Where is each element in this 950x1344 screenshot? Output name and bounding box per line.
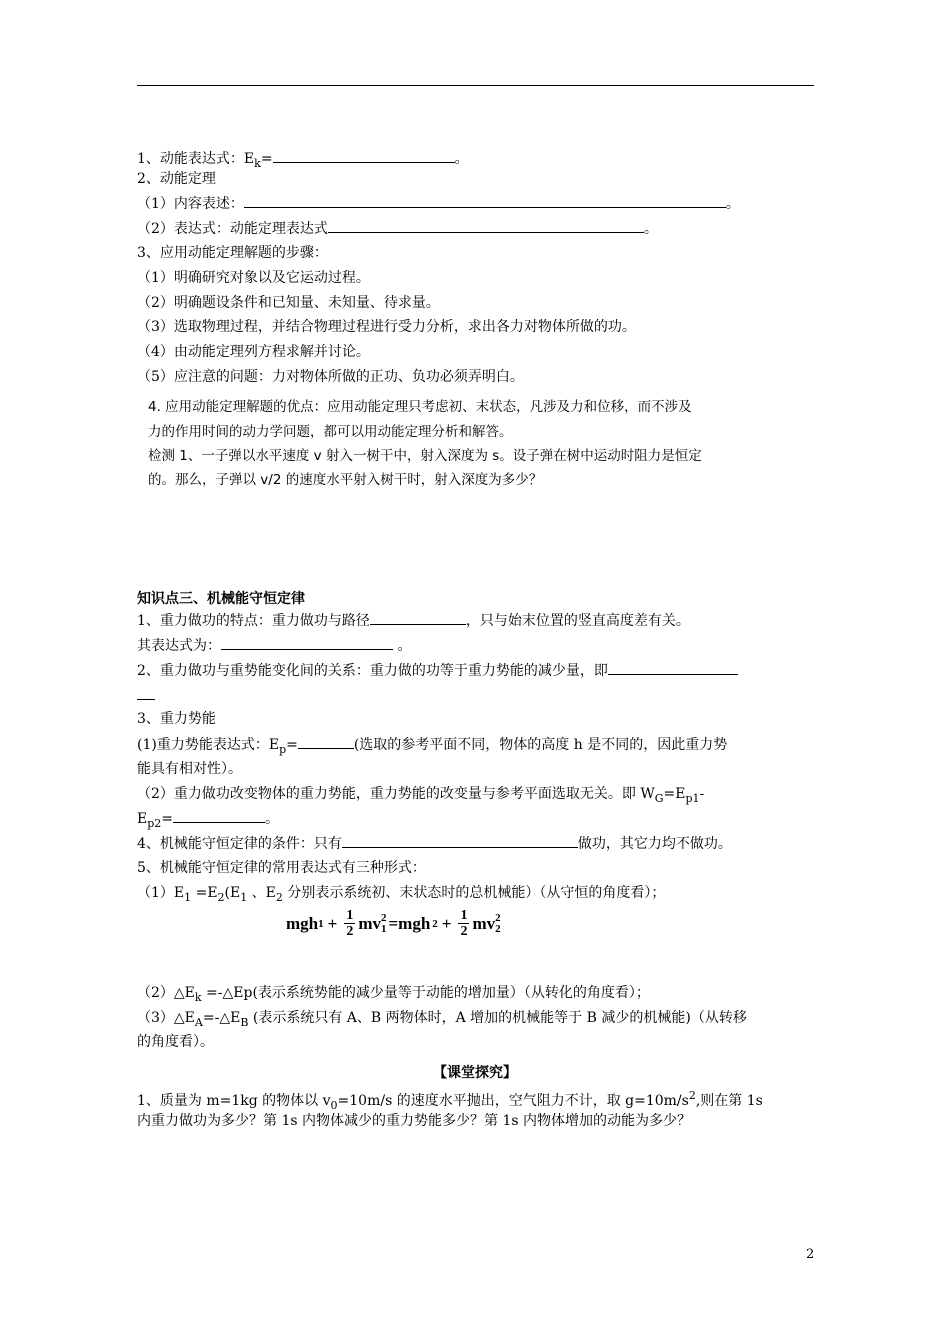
text-line: （5）应注意的问题：力对物体所做的正功、负功必须弄明白。 [137, 369, 524, 385]
text-line: 2、重力做功与重势能变化间的关系：重力做的功等于重力势能的减少量，即 [137, 660, 738, 681]
text-line: 1、质量为 m=1kg 的物体以 $v_0=10m/s$ 的速度水平抛出，空气阻力不计，取 $g=10m/s^2$,则在第 1s [137, 1089, 763, 1112]
fraction: $\frac{1}{2}$ [460, 908, 468, 939]
text-line: 的。那么，子弹以 v/2 的速度水平射入树干时，射入深度为多少？ [148, 472, 543, 488]
text-line: （1）内容表述： 。 [137, 193, 740, 214]
page-number: 2 [806, 1247, 815, 1262]
text-line: （3）选取物理过程，并结合物理过程进行受力分析，求出各力对物体所做的功。 [137, 319, 636, 335]
text-line: 力的作用时间的动力学问题，都可以用动能定理分析和解答。 [148, 424, 513, 440]
text-line: 5、机械能守恒定律的常用表达式有三种形式： [137, 860, 426, 876]
text-line: （2）表达式：动能定理表达式 。 [137, 218, 658, 239]
header-rule [137, 85, 814, 86]
section-title: 【课堂探究】 [433, 1065, 517, 1081]
text-line: （4）由动能定理列方程求解并讨论。 [137, 344, 370, 360]
text-line: 1、动能表达式：$E_k=$ 。 [137, 148, 469, 174]
text-line: （2）明确题设条件和已知量、未知量、待求量。 [137, 295, 440, 311]
text-line: $(2)\triangle E_k$ =-△Ep(表示系统势能的减少量等于动能的增加量）（从转化的角度看）； [137, 985, 650, 1004]
text-line: $(3)\triangle E_A=-\triangle E_B$ (表示系统只有 A、B 两物体时，A 增加的机械能等于 B 减少的机械能)（从转移 [137, 1010, 747, 1029]
text-line: 其表达式为： 。 [137, 635, 411, 656]
text-line: 1、重力做功的特点：重力做功与路径 ，只与始末位置的竖直高度差有关。 [137, 610, 690, 631]
text-line: 2、动能定理 [137, 171, 216, 187]
text-line [137, 685, 155, 706]
text-line: 能具有相对性）。 [137, 761, 242, 777]
text-line: （2）重力做功改变物体的重力势能，重力势能的改变量与参考平面选取无关。即 $W_G=E_{p1}-$ [137, 786, 705, 805]
mechanical-energy-formula: mgh 1 + $\frac{1}{2}$ mv 2 1 =mgh 2 + $\frac{1}{2}$ mv 2 2 [286, 908, 501, 939]
text-line: (1)重力势能表达式：$E_p=$ (选取的参考平面不同，物体的高度 h 是不同的，因此重力势 [137, 734, 727, 760]
fraction: $\frac{1}{2}$ [346, 908, 354, 939]
text-line: 检测 1、一子弹以水平速度 v 射入一树干中，射入深度为 s。设子弹在树中运动时阻力是恒定 [148, 448, 702, 464]
text-line: （1）明确研究对象以及它运动过程。 [137, 270, 370, 286]
text-line: $(1)E_1 =E_2(E_1$ 、$E_2$ 分别表示系统初、末状态时的总机械能）（从守恒的角度看）； [137, 885, 666, 904]
text-line: 的角度看）。 [137, 1034, 214, 1050]
text-line: 4、机械能守恒定律的条件：只有 做功，其它力均不做功。 [137, 833, 732, 854]
text-line: 内重力做功为多少？第 1s 内物体减少的重力势能多少？第 1s 内物体增加的动能为多少？ [137, 1113, 691, 1129]
text-line: 4. 应用动能定理解题的优点：应用动能定理只考虑初、末状态，凡涉及力和位移，而不涉及 [148, 399, 692, 415]
text-line: $E_{p2}=$ 。 [137, 808, 279, 834]
text-line: 3、应用动能定理解题的步骤： [137, 245, 328, 261]
section-title: 知识点三、机械能守恒定律 [137, 591, 305, 607]
text-line: 3、重力势能 [137, 711, 216, 727]
